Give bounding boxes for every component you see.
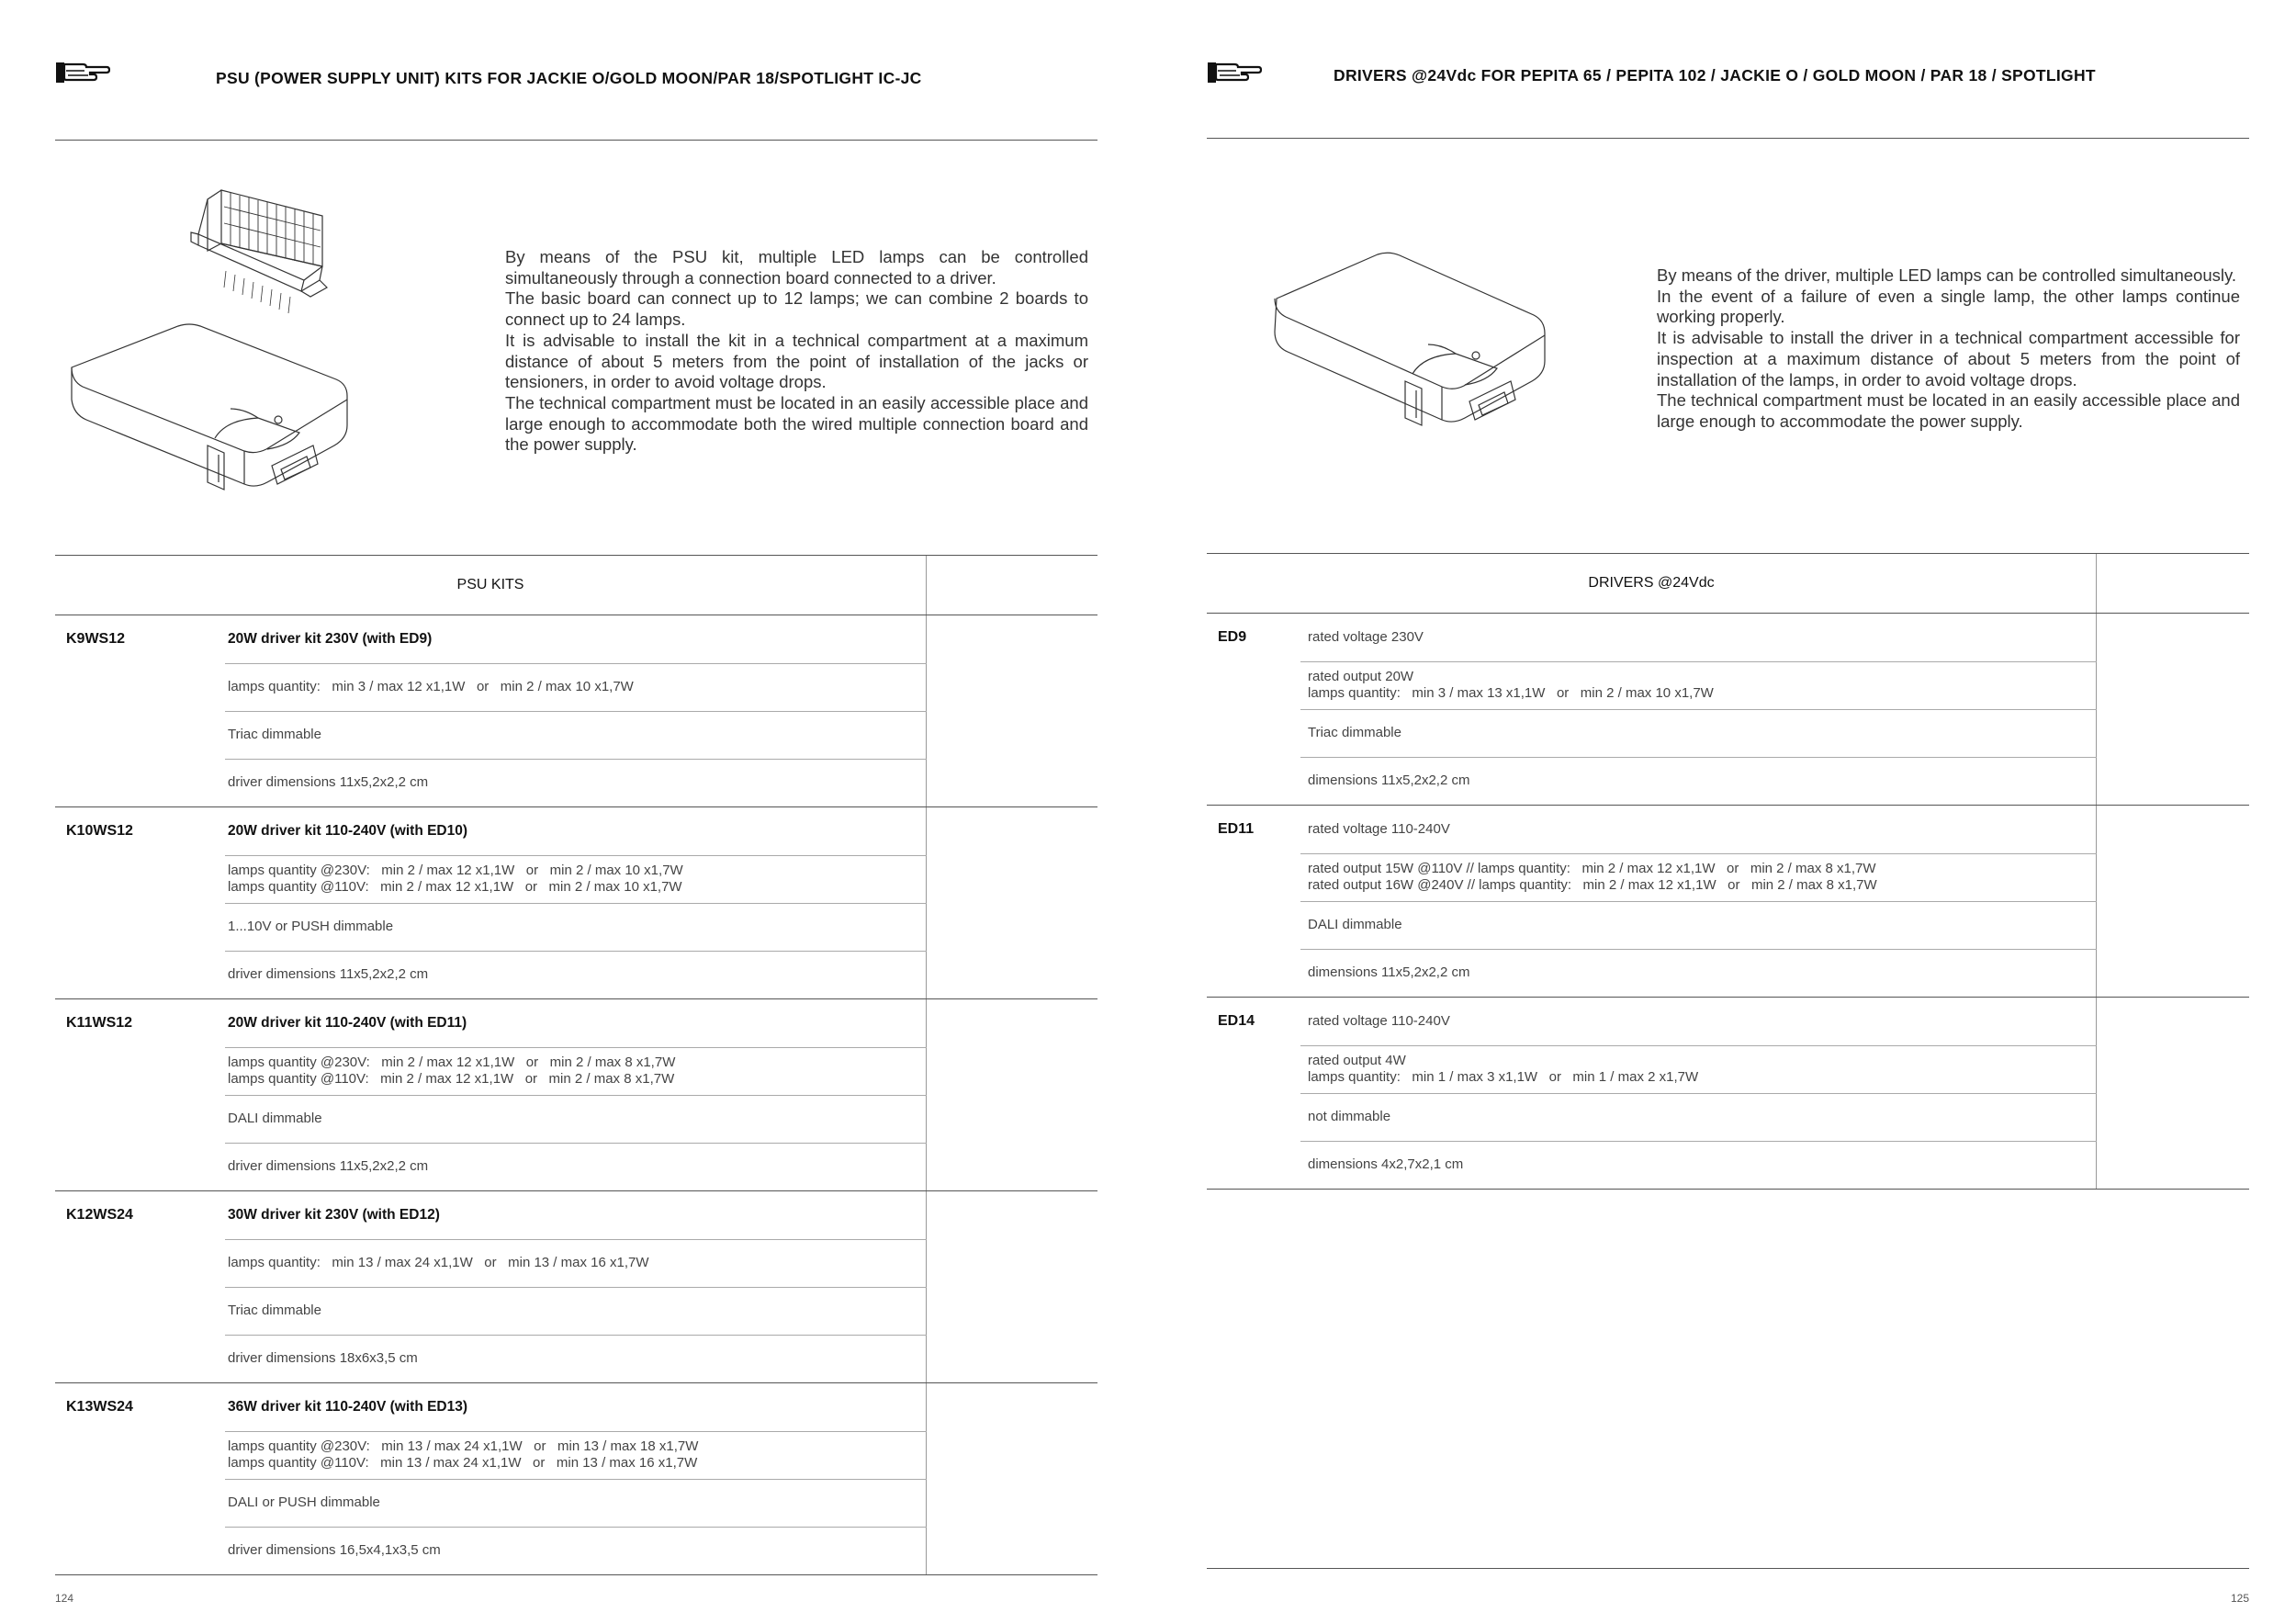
table-cell: driver dimensions 11x5,2x2,2 cm	[228, 966, 429, 982]
table-cell: rated voltage 110-240V	[1308, 821, 1450, 837]
driver-illustration	[1267, 243, 1589, 510]
table-group	[1207, 806, 2249, 998]
intro-paragraph: In the event of a failure of even a single lamp, the other lamps continue working properly.	[1657, 286, 2240, 327]
table-cell: driver dimensions 11x5,2x2,2 cm	[228, 1158, 429, 1174]
table-cell: Triac dimmable	[1308, 725, 1401, 740]
product-code: ED11	[1218, 821, 1255, 837]
table-group	[1207, 614, 2249, 806]
table-cell: 1...10V or PUSH dimmable	[228, 919, 394, 934]
intro-text	[505, 247, 1088, 456]
psu-kits-table	[55, 555, 1097, 1575]
table-cell: driver dimensions 18x6x3,5 cm	[228, 1350, 418, 1366]
table-cell: lamps quantity @230V: min 2 / max 12 x1,1W or min 2 / max 10 x1,7W lamps quantity @110V: min 2 / max 12 x1,1W or min 2 / max 10 x1,7W	[228, 863, 683, 895]
left-page	[55, 0, 1097, 1624]
table-cell: dimensions 4x2,7x2,1 cm	[1308, 1156, 1464, 1172]
table-cell: lamps quantity @230V: min 2 / max 12 x1,1W or min 2 / max 8 x1,7W lamps quantity @110V: min 2 / max 12 x1,1W or min 2 / max 8 x1,7W	[228, 1054, 676, 1087]
product-description: 36W driver kit 110-240V (with ED13)	[228, 1399, 468, 1415]
table-cell: rated voltage 110-240V	[1308, 1013, 1450, 1029]
table-cell: not dimmable	[1308, 1109, 1391, 1124]
table-cell: rated output 4W lamps quantity: min 1 / max 3 x1,1W or min 1 / max 2 x1,7W	[1308, 1053, 1699, 1085]
table-group	[55, 1191, 1097, 1383]
table-header	[55, 556, 1097, 615]
product-code: K10WS12	[66, 823, 133, 839]
drivers-table	[1207, 553, 2249, 1190]
product-description: 30W driver kit 230V (with ED12)	[228, 1207, 440, 1223]
table-cell: lamps quantity: min 3 / max 12 x1,1W or min 2 / max 10 x1,7W	[228, 679, 634, 694]
intro-paragraph: By means of the PSU kit, multiple LED lamps can be controlled simultaneously through a connection board connected to a driver.	[505, 247, 1088, 288]
intro-paragraph: By means of the driver, multiple LED lamps can be controlled simultaneously.	[1657, 265, 2237, 285]
table-cell: lamps quantity @230V: min 13 / max 24 x1,1W or min 13 / max 18 x1,7W lamps quantity @110V: min 13 / max 24 x1,1W or min 13 / max 16 x1,7W	[228, 1438, 699, 1471]
right-page	[1207, 0, 2249, 1624]
table-cell: rated output 15W @110V // lamps quantity: min 2 / max 12 x1,1W or min 2 / max 8 x1,7W rated output 16W @240V // lamps quantity: min 2 / max 12 x1,1W or min 2 / max 8 x1,7W	[1308, 861, 1877, 893]
intro-paragraph: The basic board can connect up to 12 lamps; we can combine 2 boards to connect up to 24 lamps.	[505, 288, 1088, 330]
page-number: 125	[2230, 1592, 2249, 1605]
title-divider	[1207, 138, 2249, 139]
table-group	[55, 615, 1097, 807]
product-code: ED9	[1218, 629, 1247, 645]
table-cell: dimensions 11x5,2x2,2 cm	[1308, 964, 1470, 980]
bottom-divider	[1207, 1568, 2249, 1569]
table-group	[55, 1383, 1097, 1575]
intro-paragraph: It is advisable to install the kit in a technical compartment at a maximum distance of about 5 meters from the point of installation of the jacks or tensioners, in order to avoid voltage drops.	[505, 330, 1088, 392]
product-code: K9WS12	[66, 631, 126, 647]
table-group	[1207, 998, 2249, 1190]
product-code: K12WS24	[66, 1207, 133, 1223]
product-description: 20W driver kit 110-240V (with ED11)	[228, 1015, 467, 1031]
table-cell: dimensions 11x5,2x2,2 cm	[1308, 773, 1470, 788]
page-title: PSU (POWER SUPPLY UNIT) KITS FOR JACKIE O/GOLD MOON/PAR 18/SPOTLIGHT IC-JC	[216, 69, 922, 87]
table-header-label: PSU KITS	[456, 577, 524, 592]
table-cell: rated output 20W lamps quantity: min 3 / max 13 x1,1W or min 2 / max 10 x1,7W	[1308, 669, 1714, 701]
page-title: DRIVERS @24Vdc FOR PEPITA 65 / PEPITA 102 / JACKIE O / GOLD MOON / PAR 18 / SPOTLIGHT	[1334, 66, 2096, 85]
pointing-hand-icon	[1207, 59, 1262, 86]
intro-paragraph: It is advisable to install the driver in a technical compartment accessible for inspection at a maximum distance of about 5 meters from the point of installation of the lamps, in order to avoid voltage drops.	[1657, 328, 2240, 389]
intro-paragraph: The technical compartment must be located in an easily accessible place and large enough to accommodate the power supply.	[1657, 390, 2240, 431]
table-header	[1207, 554, 2249, 614]
table-cell: DALI dimmable	[228, 1111, 322, 1126]
table-cell: driver dimensions 16,5x4,1x3,5 cm	[228, 1542, 441, 1558]
table-cell: driver dimensions 11x5,2x2,2 cm	[228, 774, 429, 790]
intro-text	[1657, 265, 2240, 433]
table-cell: Triac dimmable	[228, 727, 321, 742]
product-code: K13WS24	[66, 1399, 133, 1415]
table-cell: DALI or PUSH dimmable	[228, 1494, 380, 1510]
table-group	[55, 807, 1097, 999]
table-cell: Triac dimmable	[228, 1303, 321, 1318]
product-code: K11WS12	[66, 1015, 133, 1031]
table-cell: DALI dimmable	[1308, 917, 1402, 932]
table-group	[55, 999, 1097, 1191]
product-code: ED14	[1218, 1013, 1255, 1029]
table-cell: lamps quantity: min 13 / max 24 x1,1W or min 13 / max 16 x1,7W	[228, 1255, 649, 1270]
intro-paragraph: The technical compartment must be located in an easily accessible place and large enough to accommodate both the wired multiple connection board and the power supply.	[505, 392, 1088, 455]
product-description: 20W driver kit 230V (with ED9)	[228, 631, 433, 647]
table-cell: rated voltage 230V	[1308, 629, 1424, 645]
product-description: 20W driver kit 110-240V (with ED10)	[228, 823, 468, 839]
table-header-label: DRIVERS @24Vdc	[1588, 575, 1715, 591]
page-number: 124	[55, 1592, 74, 1605]
title-divider	[55, 140, 1097, 141]
pointing-hand-icon	[55, 59, 110, 86]
psu-kit-illustration	[61, 179, 400, 528]
